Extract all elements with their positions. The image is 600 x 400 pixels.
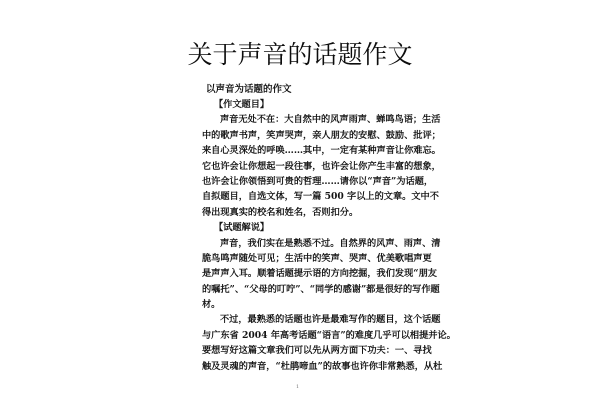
paragraph-line: 不过，最熟悉的话题也许是最难写作的题目，这个话题 <box>220 314 441 326</box>
paragraph-line: 材。 <box>202 299 221 311</box>
paragraph-line: 脆鸟鸣声随处可见；生活中的笑声、哭声、优美歌唱声更 <box>202 252 432 264</box>
document-title: 关于声音的话题作文 <box>187 40 413 69</box>
paragraph-line: 自拟题目，自选文体，写一篇 500 字以上的文章。文中不 <box>202 191 439 203</box>
document-subtitle: 以声音为话题的作文 <box>206 84 292 95</box>
section-heading-explanation: 【试题解说】 <box>214 222 270 234</box>
paragraph-line: 的嘱托”、“父母的叮咛”、“同学的感谢”都是很好的写作题 <box>202 283 440 295</box>
page-number: 1 <box>296 384 300 390</box>
paragraph-line: 声音，我们实在是熟悉不过。自然界的风声、雨声、清 <box>220 237 441 249</box>
paragraph-line: 声音无处不在：大自然中的风声雨声、蝉鸣鸟语；生活 <box>220 114 441 126</box>
paragraph-line: 得出现真实的校名和姓名，否则扣分。 <box>202 206 359 218</box>
paragraph-line: 是声声入耳。顺着话题提示语的方向挖掘，我们发现“朋友 <box>202 268 437 280</box>
paragraph-line: 触及灵魂的声音，“杜鹃啼血”的故事也许你非常熟悉，从杜 <box>202 360 443 372</box>
section-heading-topic: 【作文题目】 <box>214 99 270 110</box>
paragraph-line: 中的歌声书声，笑声哭声，亲人朋友的安慰、鼓励、批评； <box>202 129 441 141</box>
paragraph-line: 来自心灵深处的呼唤……其中，一定有某种声音让你难忘。 <box>202 145 441 157</box>
paragraph-line: 要想写好这篇文章我们可以先从两方面下功夫：一、寻找 <box>202 345 432 357</box>
paragraph-line: 它也许会让你想起一段往事，也许会让你产生丰富的想象， <box>202 160 441 172</box>
document-body <box>202 97 456 374</box>
paragraph-line: 与广东省 2004 年高考话题“语言”的难度几乎可以相提并论。 <box>202 329 456 341</box>
paragraph-line: 也许会让你领悟到可贵的哲理……请你以“声音”为话题， <box>202 175 434 187</box>
